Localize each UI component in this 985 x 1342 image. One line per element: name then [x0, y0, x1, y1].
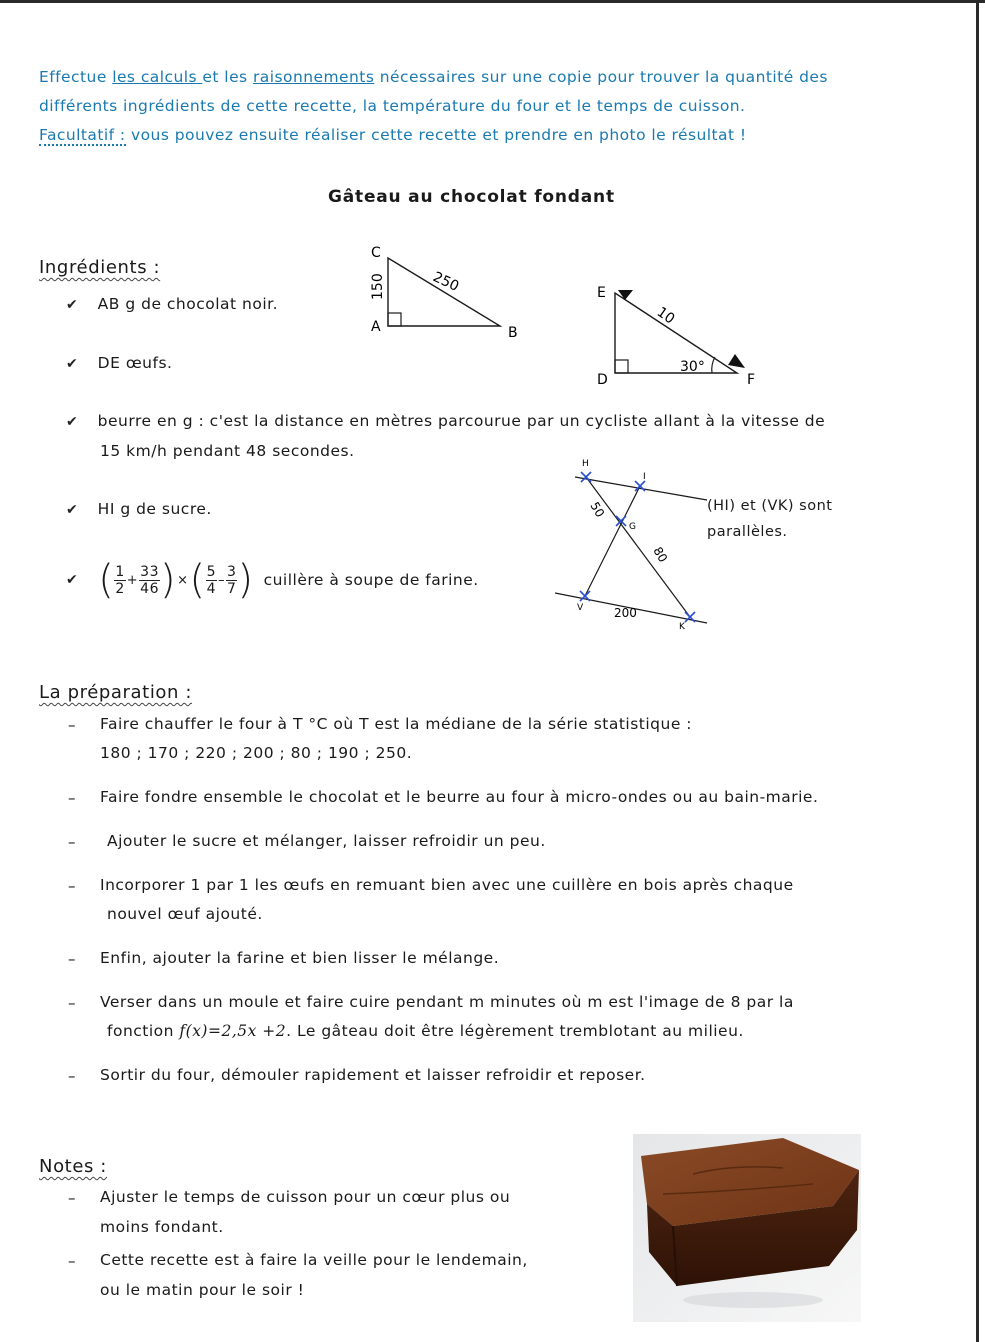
- preparation-heading: La préparation :: [39, 682, 193, 703]
- ingredient-oeufs: ✔ DE œufs.: [66, 354, 173, 372]
- right-border: [976, 0, 979, 1342]
- label-k: K: [679, 622, 685, 632]
- check-icon: ✔: [66, 356, 79, 372]
- dash-icon: –: [68, 833, 76, 851]
- label-ef: 10: [653, 304, 678, 328]
- top-border: [0, 0, 985, 3]
- step-6-line-2: fonction f(x)=2,5x +2. Le gâteau doit être légèrement tremblotant au milieu.: [107, 1022, 744, 1040]
- ingredient-farine: ✔ ( $\frac{1}{2}$ + $\frac{33}{46}$ ) × ( $\frac{5}{4}$ – $\frac{3}{7}$ ) cuillère à soupe de farine.: [66, 557, 479, 603]
- step-2: Faire fondre ensemble le chocolat et le beurre au four à micro-ondes ou au bain-marie.: [100, 788, 819, 806]
- intro-line-2: différents ingrédients de cette recette, la température du four et le temps de cuisson.: [39, 97, 746, 115]
- dash-icon: –: [68, 994, 76, 1012]
- intro-raisonnements: raisonnements: [252, 68, 375, 86]
- step-4: Incorporer 1 par 1 les œufs en remuant bien avec une cuillère en bois après chaque: [100, 876, 794, 894]
- ingredient-beurre-line-2: 15 km/h pendant 48 secondes.: [100, 442, 355, 460]
- note-1: Ajuster le temps de cuisson pour un cœur plus ou: [100, 1188, 511, 1206]
- check-icon: ✔: [66, 297, 79, 313]
- label-ac: 150: [370, 273, 386, 300]
- fraction: $\frac{1}{2}$: [115, 563, 125, 597]
- label-b: B: [508, 325, 518, 341]
- label-angle: 30°: [680, 359, 705, 375]
- facultatif-label: Facultatif :: [39, 126, 126, 144]
- function-expression: f(x)=2,5x +2: [179, 1022, 287, 1040]
- triangle-def: [592, 280, 767, 395]
- check-icon: ✔: [66, 502, 79, 518]
- check-icon: ✔: [66, 572, 79, 588]
- note-2-line-2: ou le matin pour le soir !: [100, 1281, 305, 1299]
- ingredients-heading: Ingrédients :: [39, 257, 161, 278]
- intro-line-1: Effectue les calculs et les raisonnements nécessaires sur une copie pour trouver la quantité des: [39, 68, 828, 86]
- label-v: V: [577, 603, 584, 613]
- dash-icon: –: [68, 789, 76, 807]
- step-3: Ajouter le sucre et mélanger, laisser refroidir un peu.: [107, 832, 546, 850]
- fraction: $\frac{33}{46}$: [140, 563, 159, 597]
- step-5: Enfin, ajouter la farine et bien lisser le mélange.: [100, 949, 500, 967]
- intro-calculs: les calculs: [112, 68, 203, 86]
- dash-icon: –: [68, 1067, 76, 1085]
- label-vk: 200: [614, 606, 637, 620]
- fraction: $\frac{3}{7}$: [227, 563, 237, 597]
- farine-expression: ( $\frac{1}{2}$ + $\frac{33}{46}$ ) × ( $\frac{5}{4}$ – $\frac{3}{7}$ ): [98, 557, 254, 603]
- label-a: A: [371, 319, 381, 335]
- thales-figure: [555, 450, 715, 635]
- label-h: H: [582, 459, 589, 469]
- step-4-line-2: nouvel œuf ajouté.: [107, 905, 263, 923]
- intro-line-3: Facultatif : vous pouvez ensuite réaliser cette recette et prendre en photo le résultat !: [39, 126, 747, 144]
- label-hg: 50: [587, 499, 608, 520]
- dash-icon: –: [68, 1252, 76, 1270]
- dash-icon: –: [68, 1189, 76, 1207]
- fraction: $\frac{5}{4}$: [206, 563, 217, 597]
- notes-heading: Notes :: [39, 1156, 107, 1177]
- parallel-note-1: (HI) et (VK) sont: [707, 498, 833, 514]
- label-e: E: [597, 285, 606, 301]
- label-i: I: [643, 472, 646, 482]
- label-g: G: [629, 522, 636, 532]
- label-f: F: [747, 372, 756, 388]
- check-icon: ✔: [66, 414, 79, 430]
- note-1-line-2: moins fondant.: [100, 1218, 224, 1236]
- ingredient-sucre: ✔ HI g de sucre.: [66, 500, 212, 518]
- label-cb: 250: [430, 269, 462, 295]
- label-c: C: [371, 245, 381, 261]
- triangle-abc: [360, 238, 530, 343]
- step-1: Faire chauffer le four à T °C où T est la médiane de la série statistique :: [100, 715, 693, 733]
- ingredient-beurre: ✔ beurre en g : c'est la distance en mètres parcourue par un cycliste allant à la vitesse de: [66, 412, 826, 430]
- note-2: Cette recette est à faire la veille pour le lendemain,: [100, 1251, 528, 1269]
- cake-photo: [633, 1134, 861, 1322]
- step-6: Verser dans un moule et faire cuire pendant m minutes où m est l'image de 8 par la: [100, 993, 794, 1011]
- label-gk: 80: [650, 544, 671, 565]
- step-1-line-2: 180 ; 170 ; 220 ; 200 ; 80 ; 190 ; 250.: [100, 744, 413, 762]
- ingredient-chocolat: ✔ AB g de chocolat noir.: [66, 295, 279, 313]
- label-d: D: [597, 372, 608, 388]
- recipe-title: Gâteau au chocolat fondant: [328, 187, 615, 207]
- parallel-note-2: parallèles.: [707, 524, 788, 540]
- dash-icon: –: [68, 877, 76, 895]
- marker-f-icon: [728, 354, 745, 368]
- marker-e-icon: [618, 290, 633, 300]
- dash-icon: –: [68, 950, 76, 968]
- step-7: Sortir du four, démouler rapidement et laisser refroidir et reposer.: [100, 1066, 646, 1084]
- dash-icon: –: [68, 716, 76, 734]
